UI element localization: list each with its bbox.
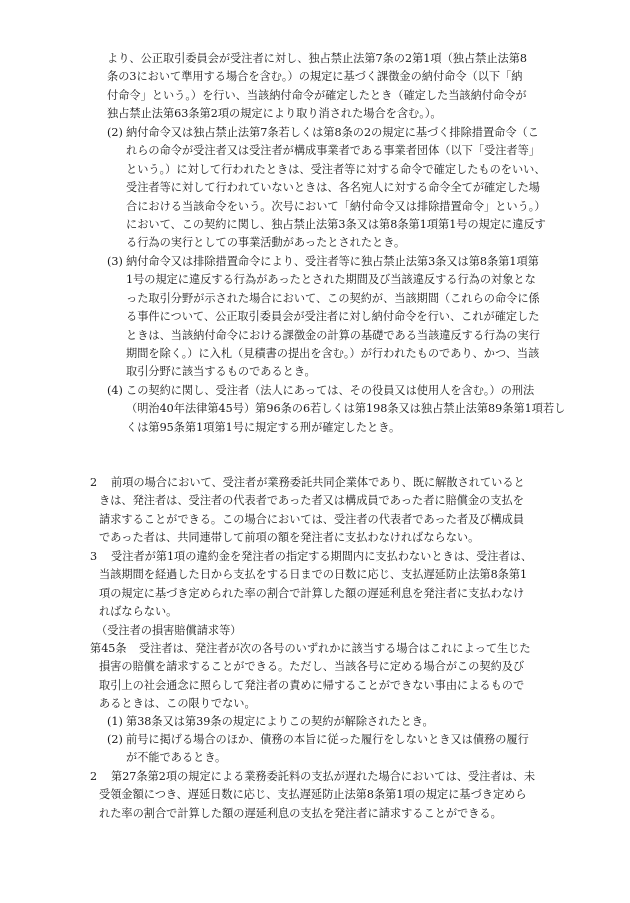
text-line: 納付命令又は独占禁止法第7条若しくは第8条の2の規定に基づく排除措置命令（こ bbox=[126, 126, 539, 139]
text-line: 受注者等に対して行われていないときは、各名宛人に対する命令全てが確定した場 bbox=[126, 181, 540, 195]
text-line: 第38条又は第39条の規定によりこの契約が解除されたとき。 bbox=[126, 715, 434, 728]
text-line: （明治40年法律第45号）第96条の6若しくは第198条又は独占禁止法第89条第1項若し bbox=[126, 402, 566, 416]
article-45-item-1 bbox=[126, 713, 434, 731]
text-line: れらの命令が受注者又は受注者が構成事業者である事業者団体（以下「受注者等」 bbox=[126, 144, 540, 158]
text-line: 前項の場合において、受注者が業務委託共同企業体であり、既に解散されていると bbox=[111, 476, 525, 489]
text-line: くは第95条第1項第1号に規定する刑が確定したとき。 bbox=[126, 420, 401, 434]
paragraph-2 bbox=[111, 474, 525, 492]
text-line: が不能であるとき。 bbox=[126, 751, 227, 765]
paragraph-3 bbox=[111, 548, 532, 566]
paragraph-2-body bbox=[99, 492, 524, 547]
article-45-body bbox=[99, 658, 524, 713]
article-45-paragraph-2-body bbox=[99, 786, 527, 823]
text-line: において、この契約に関し、独占禁止法第3条又は第8条第1項第1号の規定に違反す bbox=[126, 217, 546, 231]
paragraph-3-number: 3 bbox=[90, 550, 98, 563]
article-45-paragraph-2 bbox=[111, 768, 535, 786]
text-line: 独占禁止法第63条第2項の規定により取り消された場合を含む。）。 bbox=[107, 107, 442, 121]
text-line: ときは、当該納付命令における課徴金の計算の基礎である当該違反する行為の実行 bbox=[126, 328, 540, 342]
text-line: より、公正取引委員会が受注者に対し、独占禁止法第7条の2第1項（独占禁止法第8 bbox=[107, 52, 528, 65]
text-line: 項の規定に基づき定められた率の割合で計算した額の遅延利息を発注者に支払わなけ bbox=[99, 586, 525, 600]
text-line: 受注者は、発注者が次の各号のいずれかに該当する場合はこれによって生じた bbox=[139, 642, 531, 655]
text-line: であった者は、共同連帯して前項の額を発注者に支払わなければならない。 bbox=[99, 531, 480, 545]
item-3 bbox=[126, 253, 540, 382]
text-line: れた率の割合で計算した額の遅延利息の支払を発注者に請求することができる。 bbox=[99, 806, 502, 820]
text-line: った取引分野が示された場合において、この契約が、当該期間（これらの命令に係 bbox=[126, 291, 540, 305]
item-4-number: (4) bbox=[107, 384, 123, 397]
text-line: 期間を除く。）に入札（見積書の提出を含む。）が行われたものであり、かつ、当該 bbox=[126, 346, 540, 360]
text-line: 条の3において準用する場合を含む。）の規定に基づく課徴金の納付命令（以下「納 bbox=[107, 70, 523, 84]
article-heading: （受注者の損害賠償請求等） bbox=[96, 624, 242, 637]
text-line: 合における当該命令をいう。次号において「納付命令又は排除措置命令」という。） bbox=[126, 199, 546, 213]
item-4 bbox=[126, 382, 565, 437]
item-2-number: (2) bbox=[107, 126, 123, 139]
article-45-item-1-number: (1) bbox=[107, 715, 123, 728]
article-45 bbox=[139, 640, 531, 658]
text-line: 受注者が第1項の違約金を発注者の指定する期間内に支払わないときは、受注者は、 bbox=[111, 550, 533, 563]
article-45-paragraph-2-number: 2 bbox=[90, 770, 98, 783]
item-2-body bbox=[126, 142, 546, 252]
item-2 bbox=[126, 124, 539, 142]
text-line: あるときは、この限りでない。 bbox=[99, 697, 256, 711]
article-45-item-2-number: (2) bbox=[107, 733, 123, 746]
text-line: 当該期間を経過した日から支払をする日までの日数に応じ、支払遅延防止法第8条第1 bbox=[99, 568, 528, 582]
text-line: 取引分野に該当するものであるとき。 bbox=[126, 365, 316, 379]
text-line: 納付命令又は排除措置命令により、受注者等に独占禁止法第3条又は第8条第1項第 bbox=[126, 255, 539, 268]
text-line: 取引上の社会通念に照らして発注者の責めに帰することができない事由によるもので bbox=[99, 678, 525, 692]
text-line: 損害の賠償を請求することができる。ただし、当該各号に定める場合がこの契約及び bbox=[99, 660, 525, 674]
text-line: 受領金額につき、遅延日数に応じ、支払遅延防止法第8条第1項の規定に基づき定めら bbox=[99, 788, 527, 802]
text-line: という。）に対して行われたときは、受注者等に対する命令で確定したものをいい、 bbox=[126, 162, 546, 176]
paragraph-2-number: 2 bbox=[90, 476, 98, 489]
text-line: る行為の実行としての事業活動があったとされたとき。 bbox=[126, 236, 406, 250]
text-line: 前号に掲げる場合のほか、債務の本旨に従った履行をしないとき又は債務の履行 bbox=[126, 733, 529, 746]
item-3-number: (3) bbox=[107, 255, 123, 268]
text-line: この契約に関し、受注者（法人にあっては、その役員又は使用人を含む。）の刑法 bbox=[126, 384, 535, 397]
paragraph-3-body bbox=[99, 566, 527, 621]
text-line: きは、発注者は、受注者の代表者であった者又は構成員であった者に賠償金の支払を bbox=[99, 494, 524, 508]
text-line: 1号の規定に違反する行為があったとされた期間及び当該違反する行為の対象とな bbox=[126, 273, 536, 287]
article-45-item-2-body bbox=[126, 749, 226, 767]
item-1-continuation bbox=[107, 50, 527, 124]
text-line: ればならない。 bbox=[99, 605, 178, 619]
text-line: 請求することができる。この場合においては、受注者の代表者であった者及び構成員 bbox=[99, 512, 525, 526]
article-45-number: 第45条 bbox=[90, 642, 127, 655]
text-line: る事件について、公正取引委員会が受注者に対し納付命令を行い、これが確定した bbox=[126, 310, 540, 324]
article-45-item-2 bbox=[126, 731, 529, 749]
text-line: 第27条第2項の規定による業務委託料の支払が遅れた場合においては、受注者は、未 bbox=[111, 770, 536, 783]
text-line: 付命令」という。）を行い、当該納付命令が確定したとき（確定した当該納付命令が bbox=[107, 88, 527, 102]
